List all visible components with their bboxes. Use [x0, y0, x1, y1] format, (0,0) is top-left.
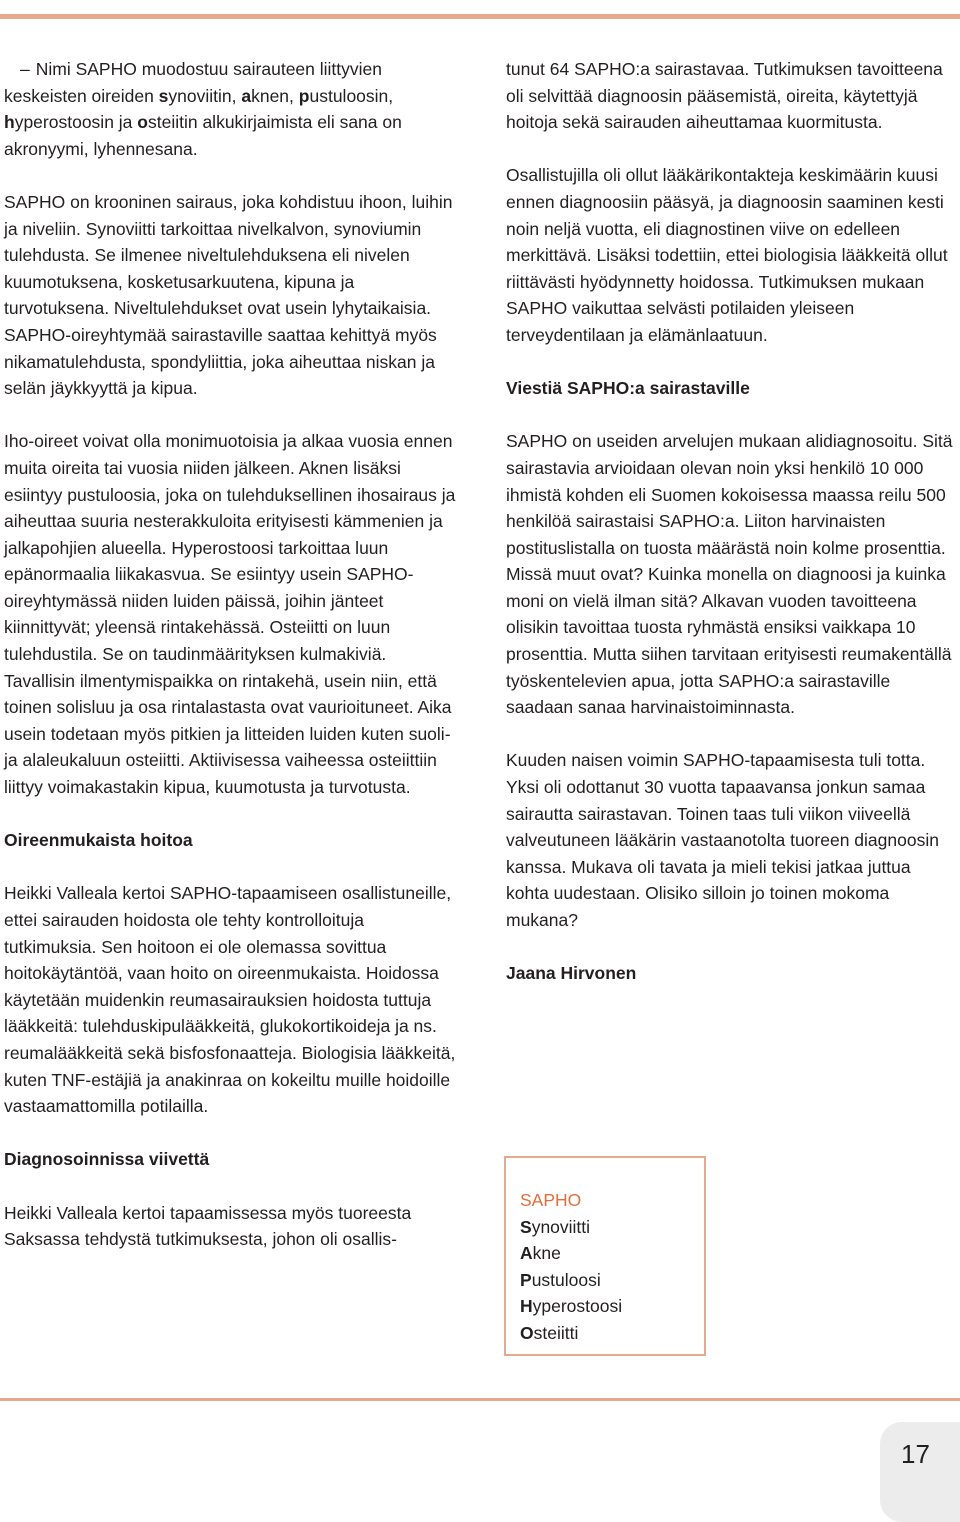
- acronym-initial: o: [137, 112, 148, 133]
- acronym-item: Synoviitti: [520, 1216, 591, 1237]
- acronym-item: Hyperostoosi: [520, 1296, 623, 1317]
- heading-diagnosoinnissa-viivetta: Diagnosoinnissa viivettä: [4, 1149, 210, 1170]
- acronym-item: Akne: [520, 1243, 561, 1264]
- acronym-initial: s: [158, 85, 169, 106]
- top-decorative-rule: [0, 14, 960, 19]
- acronym-initial: h: [4, 112, 15, 133]
- intro-segment: Nimi SAPHO muodostuu sairauteen liittyvien keskeisten oireiden: [4, 59, 382, 106]
- heading-oireenmukaista-hoitoa: Oireenmukaista hoitoa: [4, 830, 193, 851]
- intro-text: [4, 59, 402, 159]
- intro-segment: ynoviitin,: [168, 85, 242, 106]
- right-paragraph-4: Kuuden naisen voimin SAPHO-tapaamisesta tuli totta. Yksi oli odottanut 30 vuotta tapaavansa jonkun samaa sairautta sairastavan. Toinen taas tuli viikon viiveellä valveutuneen lääkärin vastaanotolta tuoreen diagnoosin kanssa. Mukava oli tavata ja mieli tekisi jatkaa juttua kohta uudestaan. Olisiko silloin jo toinen mokoma mukana?: [506, 750, 939, 930]
- acronym-item: Osteiitti: [520, 1322, 579, 1343]
- left-column: [4, 56, 456, 1253]
- left-paragraph-3: Heikki Valleala kertoi SAPHO-tapaamiseen osallistuneille, ettei sairauden hoidosta ole tehty kontrolloituja tutkimuksia. Sen hoitoon ei ole olemassa sovittua hoitokäytäntöä, vaan hoito on oireenmukaista. Hoidossa käytetään muidenkin reumasairauksien hoidosta tuttuja lääkkeitä: tulehduskipulääkkeitä, glukokortikoideja ja ns. reumalääkkeitä sekä bisfosfonaatteja. Biologisia lääkkeitä, kuten TNF-estäjiä ja anakinraa on kokeiltu muille hoidoille vastaamattomilla potilailla.: [4, 883, 456, 1117]
- acronym-initial: p: [298, 85, 310, 106]
- left-paragraph-4: Heikki Valleala kertoi tapaamissessa myös tuoreesta Saksassa tehdystä tutkimuksesta, johon oli osallis-: [4, 1202, 412, 1250]
- acronym-initial: a: [241, 85, 252, 106]
- right-paragraph-2: Osallistujilla oli ollut lääkärikontakteja keskimäärin kuusi ennen diagnoosiin pääsyä, ja diagnoosin saaminen kesti noin neljä vuotta, eli diagnostinen viive on edelleen merkittävä. Lisäksi todettiin, ettei biologisia lääkkeitä ollut riittävästi hyödynnetty hoidossa. Tutkimuksen mukaan SAPHO vaikuttaa selvästi potilaiden yleiseen terveydentilaan ja elämänlaatuun.: [506, 165, 948, 345]
- right-paragraph-1: tunut 64 SAPHO:a sairastavaa. Tutkimuksen tavoitteena oli selvittää diagnoosin pääsemistä, oireita, käytettyjä hoitoja sekä sairauden aiheuttamaa kuormitusta.: [506, 59, 943, 133]
- page-number: 17: [901, 1439, 930, 1469]
- heading-viestia-sapho-sairastaville: Viestiä SAPHO:a sairastaville: [506, 378, 750, 399]
- left-paragraph-1: SAPHO on krooninen sairaus, joka kohdistuu ihoon, luihin ja niveliin. Synoviitti tarkoittaa nivelkalvon, synoviumin tulehdusta. Se ilmenee niveltulehduksena eli nivelen kuumotuksena, kosketusarkuutena, kipuna ja turvotuksena. Niveltulehdukset ovat usein lyhytaikaisia. SAPHO-oireyhtymää sairastaville saattaa kehittyä myös nikamatulehdusta, spondyliittia, joka aiheuttaa niskan ja selän jäykkyyttä ja kipua.: [4, 191, 453, 399]
- acronym-item: Pustuloosi: [520, 1269, 601, 1290]
- intro-dash: –: [20, 59, 30, 79]
- intro-segment: steiitin alkukirjaimista eli sana on akronyymi, lyhennesana.: [4, 112, 402, 159]
- acronym-box-title: SAPHO: [520, 1190, 582, 1210]
- left-paragraph-2: Iho-oireet voivat olla monimuotoisia ja alkaa vuosia ennen muita oireita tai vuosia niiden jälkeen. Aknen lisäksi esiintyy pustuloosia, joka on tulehduksellinen ihosairaus ja aiheuttaa suuria nesterakkuloita erityisesti kämmenien ja jalkapohjien alueella. Hyperostoosi tarkoittaa luun epänormaalia liikakasvua. Se esiintyy usein SAPHO-oireyhtymässä niiden luiden päissä, joihin jänteet kiinnittyvät; yleensä rintakehässä. Osteiitti on luun tulehdustila. Se on taudinmäärityksen kulmakiviä. Tavallisin ilmentymispaikka on rintakehä, usein niin, että toinen solisluu ja osa rintalastasta ovat vaurioituneet. Aika usein todetaan myös pitkien ja litteiden luiden kuten suoli- ja alaleukaluun osteiitti. Aktiivisessa vaiheessa osteiittiin liittyy voimakastakin kipua, kuumotusta ja turvotusta.: [4, 431, 456, 798]
- right-paragraph-3: SAPHO on useiden arvelujen mukaan alidiagnosoitu. Sitä sairastavia arvioidaan olevan noin yksi henkilö 10 000 ihmistä kohden eli Suomen kokoisessa maassa reilu 500 henkilöä sairastaisi SAPHO:a. Liiton harvinaisten postituslistalla on tuosta määrästä noin kolme prosenttia. Missä muut ovat? Kuinka monella on diagnoosi ja kuinka moni on vielä ilman sitä? Alkavan vuoden tavoitteena olisikin tavoittaa tuosta ryhmästä ensiksi vaikkapa 10 prosenttia. Mutta siihen tarvitaan erityisesti reumakentällä työskentelevien apua, jotta SAPHO:a sairastaville saadaan sanaa harvinaistoiminnasta.: [506, 431, 953, 718]
- sapho-acronym-box: [504, 1156, 706, 1356]
- page-number-tab: [880, 1422, 960, 1522]
- intro-segment: knen,: [251, 85, 299, 106]
- acronym-list: [520, 1187, 622, 1347]
- bottom-decorative-rule: [0, 1398, 960, 1401]
- intro-segment: ustuloosin,: [309, 85, 394, 106]
- right-column: [506, 56, 956, 1013]
- intro-paragraph: [4, 56, 456, 162]
- author-signature: Jaana Hirvonen: [506, 963, 637, 984]
- intro-segment: yperostoosin ja: [14, 112, 138, 133]
